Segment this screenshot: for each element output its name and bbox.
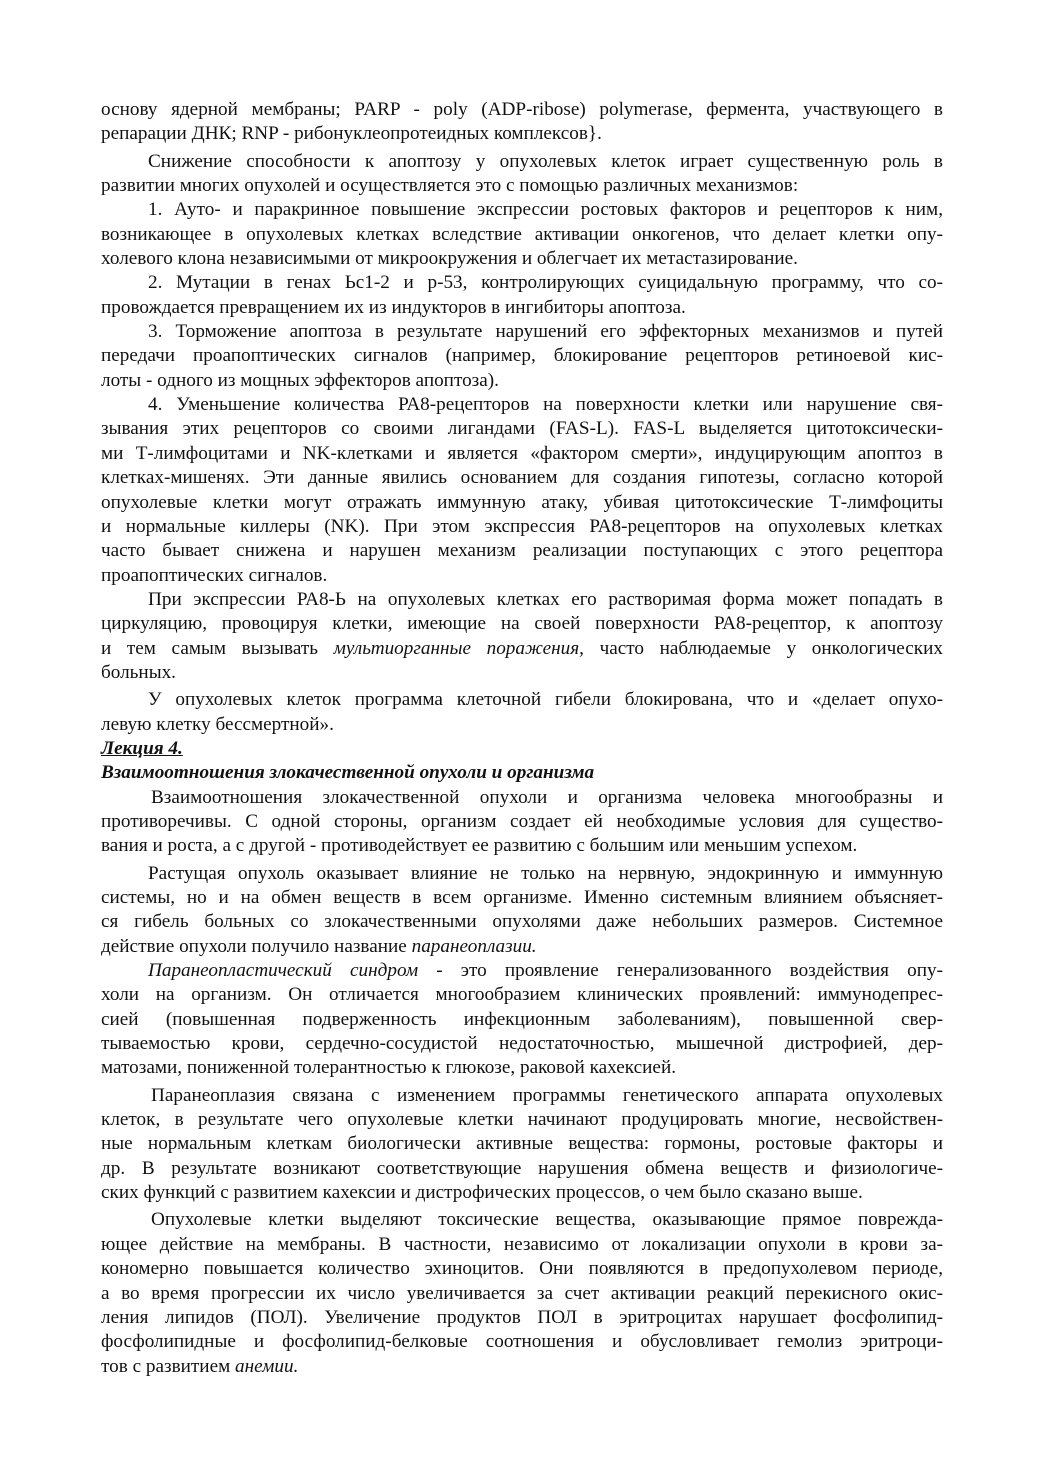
text-line: тываемостью крови, сердечно-сосудистой недостаточностью, мышечной дистрофией, дер- (101, 1033, 943, 1055)
lecture-heading: Лекция 4. (101, 737, 183, 759)
text-line: 3. Торможение апоптоза в результате нарушений его эффекторных механизмов и путей (148, 321, 943, 343)
text-line: противоречивы. С одной стороны, организм создает ей необходимые условия для существо- (101, 810, 943, 832)
text-line: У опухолевых клеток программа клеточной гибели блокирована, что и «делает опухо- (148, 689, 943, 711)
text-line: ющее действие на мембраны. В частности, независимо от локализации опухоли в крови за- (101, 1233, 943, 1255)
text-line: Растущая опухоль оказывает влияние не только на нервную, эндокринную и иммунную (148, 862, 943, 884)
text-line (101, 935, 943, 959)
text-line: репарации ДНК; RNP - рибонуклеопротеидных комплексов}. (101, 123, 602, 145)
text-line: холевого клона независимыми от микроокружения и облегчает их метастазирование. (101, 248, 798, 270)
text-line: клеток, в результате чего опухолевые клетки начинают продуцировать многие, несвойствен- (101, 1109, 943, 1131)
italic-term: анемии. (235, 1355, 299, 1377)
paragraph-intro (101, 98, 943, 147)
text-line: опухолевые клетки могут отражать иммунную атаку, убивая цитотоксические Т-лимфоциты (101, 491, 943, 513)
italic-term: Паранеопластический синдром - (148, 960, 443, 982)
text-line: клетках-мишенях. Эти данные явились основанием для создания гипотезы, согласно которой (101, 467, 943, 489)
text-line: матозами, пониженной толерантностью к глюкозе, раковой кахексией. (101, 1057, 677, 1079)
paragraph-mechanism-1 (101, 198, 943, 271)
text-line (101, 637, 943, 661)
text-segment: часто наблюдаемые у онкологических (583, 637, 943, 659)
text-line: а во время прогрессии их число увеличивается за счет активации реакций перекисного окис- (101, 1282, 943, 1304)
paragraph-fas-expression (101, 588, 943, 685)
paragraph-paraneoplasia (101, 1084, 943, 1206)
text-segment: это проявление генерализованного воздействия опу- (442, 960, 943, 982)
text-line: ми Т-лимфоцитами и NK-клетками и является «фактором смерти», индуцирующим апоптоз в (101, 442, 943, 464)
text-line: вания и роста, а с другой - противодействует ее развитию с большим или меньшим успехом. (101, 835, 858, 857)
paragraph-apoptosis-reduction (101, 150, 943, 199)
text-line: больных. (101, 661, 176, 683)
text-line: др. В результате возникают соответствующие нарушения обмена веществ и физиологиче- (101, 1157, 943, 1179)
text-line: основу ядерной мембраны; PARP - poly (ADP-ribose) polymerase, фермента, участвующего в (101, 99, 943, 120)
paragraph-mechanism-2 (101, 271, 943, 320)
text-line: ся гибель больных со злокачественными опухолями даже небольших размеров. Системное (101, 911, 943, 933)
text-line: часто бывает снижена и нарушен механизм реализации поступающих с этого рецептора (101, 540, 943, 562)
italic-term: мультиорганные поражения, (333, 637, 584, 659)
text-line: 2. Мутации в генах Ьс1-2 и р-53, контролирующих суицидальную программу, что со- (148, 272, 943, 294)
text-line: кономерно повышается количество эхиноцитов. Они появляются в предопухолевом периоде, (101, 1258, 943, 1280)
paragraph-growing-tumor (101, 862, 943, 959)
text-line: 1. Ауто- и паракринное повышение экспрессии ростовых факторов и рецепторов к ним, (148, 199, 943, 221)
paragraph-mechanism-3 (101, 320, 943, 393)
text-line: сией (повышенная подверженность инфекционным заболеваниям), повышенной свер- (101, 1008, 943, 1030)
text-line: лоты - одного из мощных эффекторов апоптоза). (101, 369, 499, 391)
text-line (101, 959, 943, 983)
text-line: ских функций с развитием кахексии и дистрофических процессов, о чем было сказано выше. (101, 1182, 863, 1204)
document-page (101, 98, 943, 1379)
text-line: Опухолевые клетки выделяют токсические вещества, оказывающие прямое поврежда- (151, 1209, 943, 1231)
text-line: провождается превращением их из индукторов в ингибиторы апоптоза. (101, 296, 686, 318)
paragraph-relations (101, 786, 943, 859)
text-line: ления липидов (ПОЛ). Увеличение продуктов ПОЛ в эритроцитах нарушает фосфолипид- (101, 1306, 943, 1328)
italic-term: паранеоплазии. (411, 935, 537, 957)
text-segment: тов с развитием (101, 1355, 236, 1377)
text-line: возникающее в опухолевых клетках вследствие активации онкогенов, что делает клетки опу- (101, 223, 943, 245)
text-line: системы, но и на обмен веществ в всем организме. Именно системным влиянием объясняет- (101, 887, 943, 908)
paragraph-immortal-cell (101, 688, 943, 737)
section-title: Взаимоотношения злокачественной опухоли и организма (101, 762, 595, 784)
text-line: зывания этих рецепторов со своими лигандами (FAS-L). FAS-L выделяется цитотоксически- (101, 418, 943, 440)
text-line: проапоптических сигналов. (101, 564, 328, 586)
text-line: и нормальные киллеры (NK). При этом экспрессия РА8-рецепторов на опухолевых клетках (101, 515, 943, 537)
text-line (101, 1355, 943, 1379)
text-line: развитии многих опухолей и осуществляется это с помощью различных механизмов: (101, 175, 799, 197)
paragraph-paraneoplastic-syndrome (101, 959, 943, 1081)
text-line: Взаимоотношения злокачественной опухоли и организма человека многообразны и (151, 786, 943, 808)
paragraph-mechanism-4 (101, 393, 943, 588)
paragraph-toxic-substances (101, 1208, 943, 1378)
text-line: 4. Уменьшение количества РА8-рецепторов на поверхности клетки или нарушение свя- (148, 394, 943, 416)
text-line: левую клетку бессмертной». (101, 713, 334, 735)
text-line: Паранеоплазия связана с изменением программы генетического аппарата опухолевых (151, 1084, 943, 1106)
text-line: холи на организм. Он отличается многообразием клинических проявлений: иммунодепрес- (101, 984, 943, 1006)
text-segment: и тем самым вызывать (101, 637, 334, 659)
text-line: ные нормальным клеткам биологически активные вещества: гормоны, ростовые факторы и (101, 1133, 943, 1155)
text-segment: действие опухоли получило название (101, 935, 412, 957)
text-line: Снижение способности к апоптозу у опухолевых клеток играет существенную роль в (148, 150, 943, 172)
text-line: циркуляцию, провоцируя клетки, имеющие на своей поверхности РА8-рецептор, к апоптозу (101, 613, 943, 635)
text-line: При экспрессии РА8-Ь на опухолевых клетках его растворимая форма может попадать в (148, 588, 943, 610)
text-line: фосфолипидные и фосфолипид-белковые соотношения и обусловливает гемолиз эритроци- (101, 1331, 943, 1353)
text-line: передачи проапоптических сигналов (например, блокирование рецепторов ретиноевой кис- (101, 345, 943, 367)
